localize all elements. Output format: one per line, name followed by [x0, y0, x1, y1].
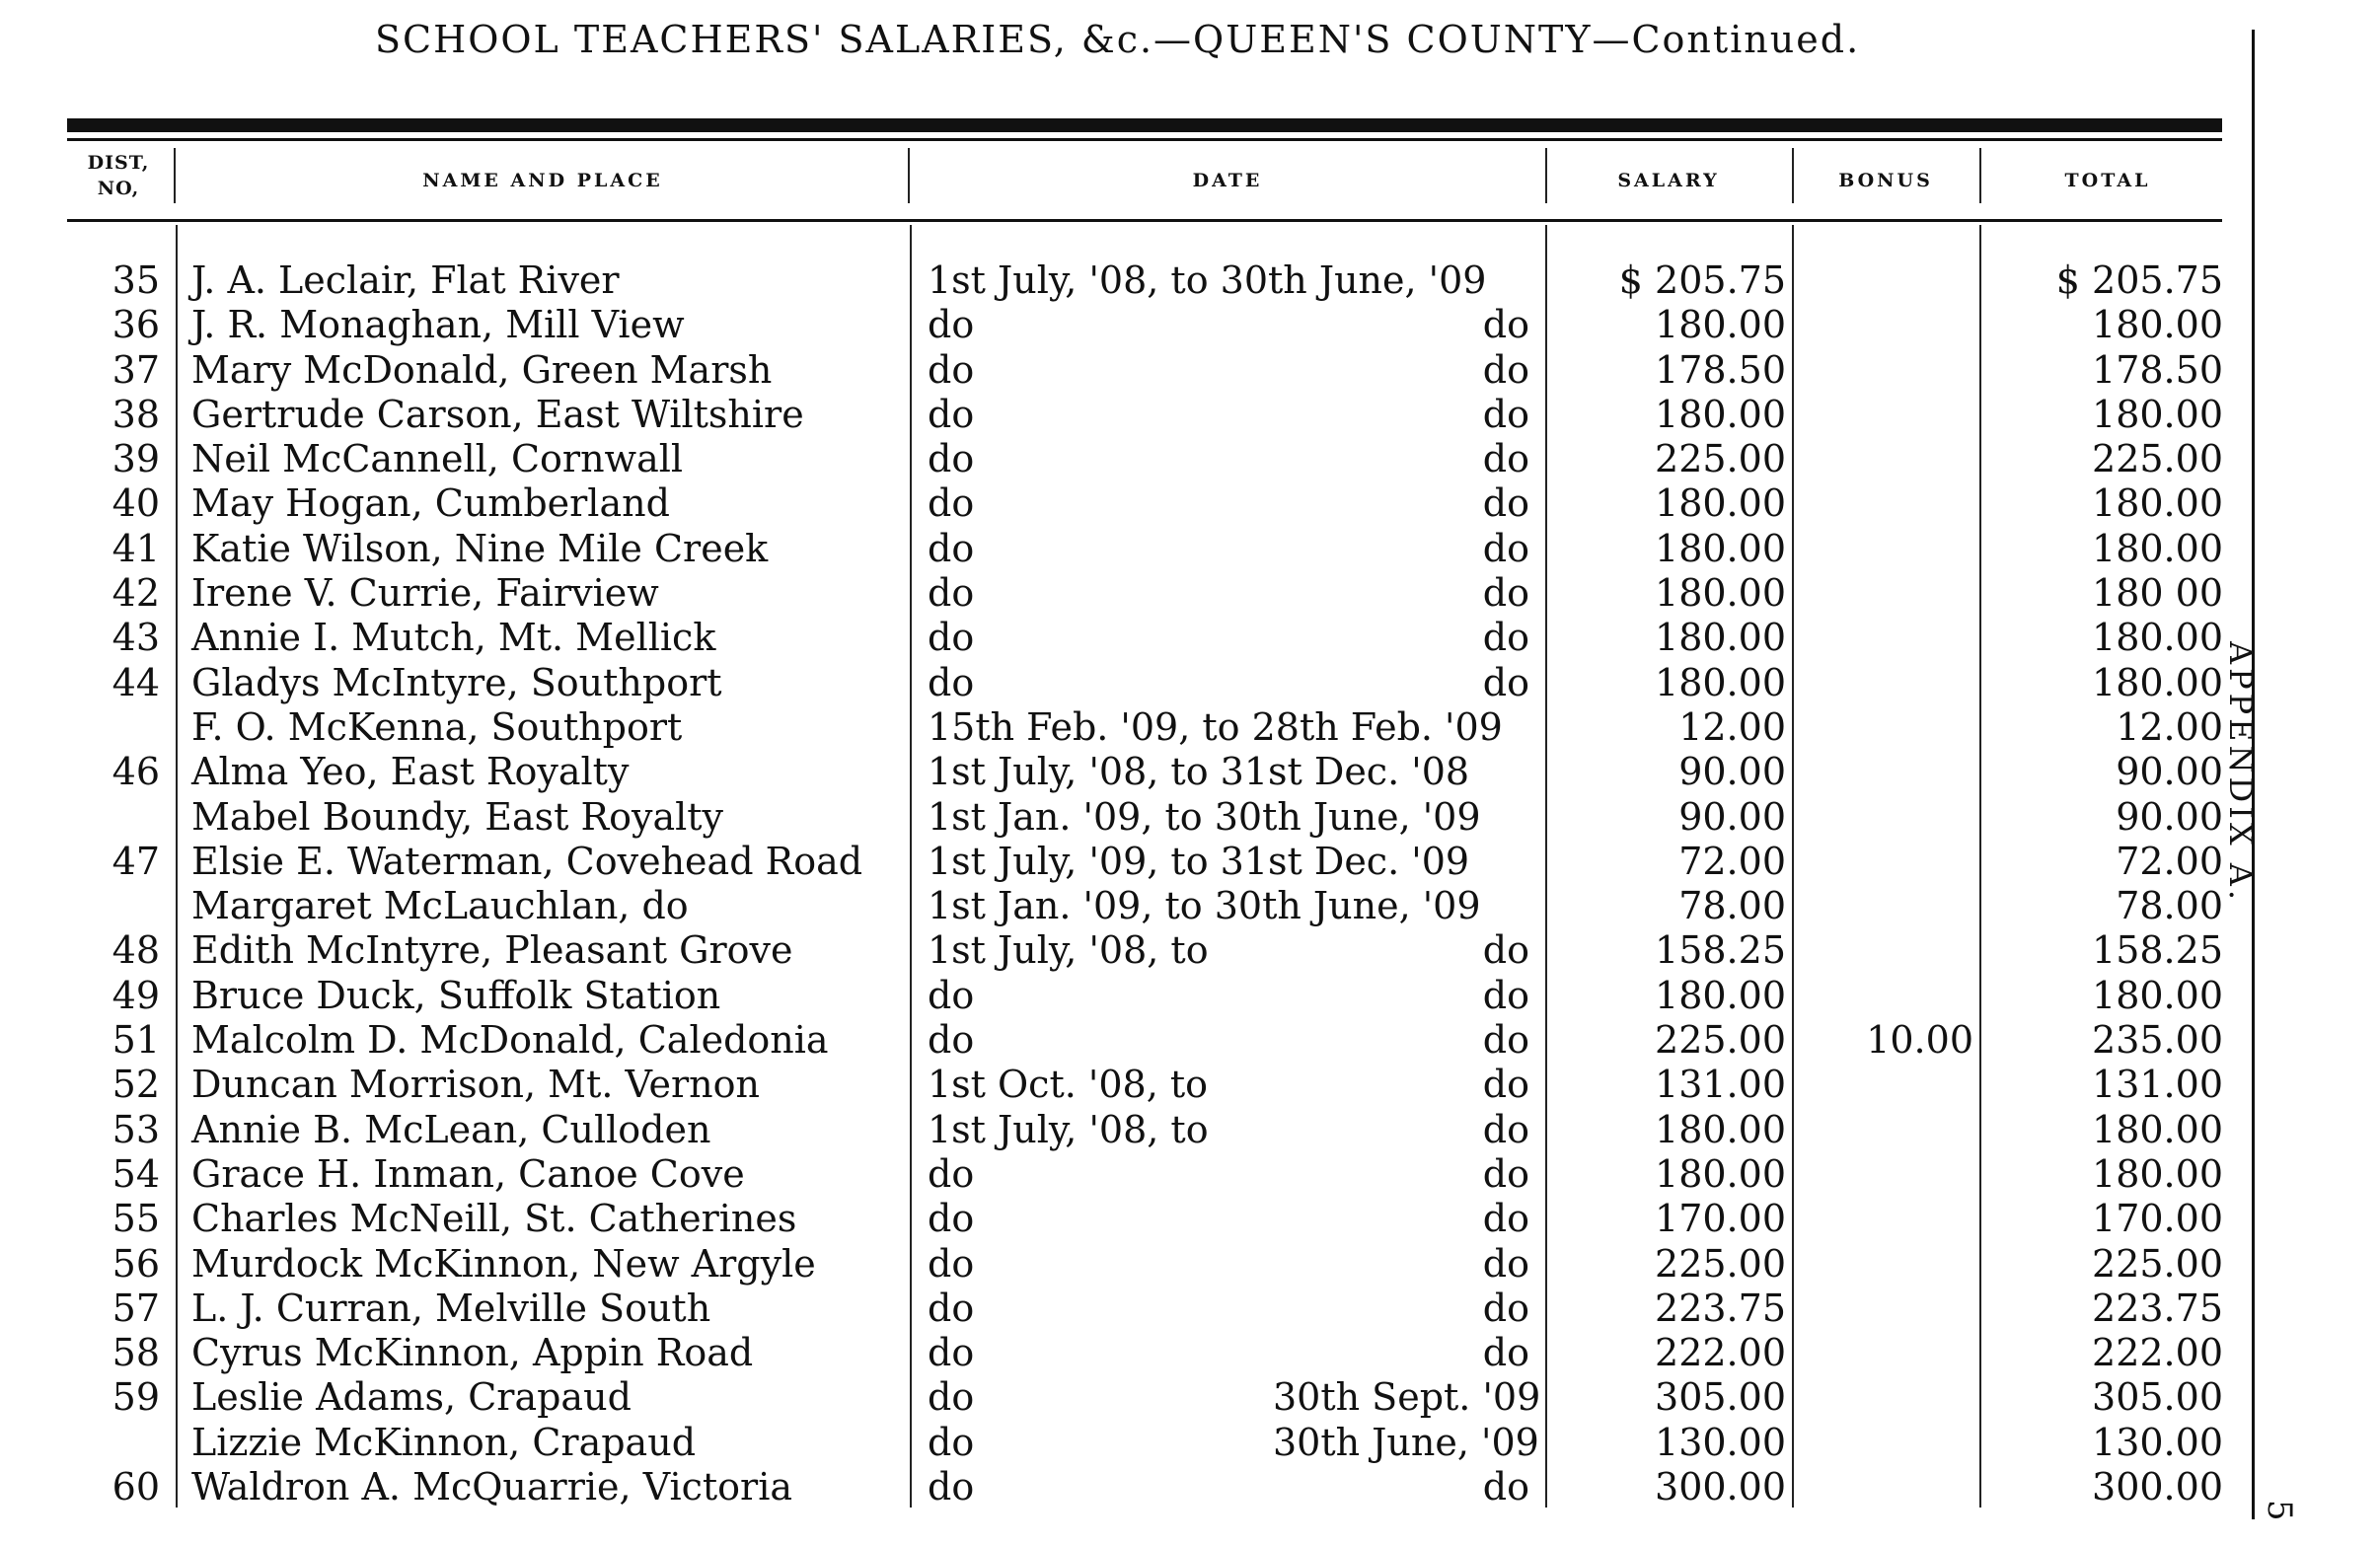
date-to: do: [1482, 481, 1529, 526]
date-to: do: [1482, 303, 1529, 347]
dist-number: 57: [112, 1286, 160, 1330]
teacher-name-place: L. J. Curran, Melville South: [191, 1286, 711, 1330]
date-from: do: [928, 1018, 975, 1063]
salary-value: 78.00: [1678, 884, 1786, 928]
teacher-name-place: Bruce Duck, Suffolk Station: [191, 973, 721, 1017]
date-from: 1st July, '08, to 30th June, '09: [928, 258, 1487, 302]
page-number: 5: [2260, 1500, 2299, 1521]
salary-value: 131.00: [1655, 1063, 1786, 1107]
table-row: [0, 974, 2269, 1018]
date-from: 1st Oct. '08, to: [928, 1063, 1208, 1107]
date-to: do: [1482, 973, 1529, 1017]
teacher-name-place: Malcolm D. McDonald, Caledonia: [191, 1018, 829, 1063]
light-rule: [67, 138, 2222, 141]
date-from: 1st July, '08, to 31st Dec. '08: [928, 750, 1470, 794]
total-value: 235.00: [2092, 1018, 2223, 1063]
salary-value: 180.00: [1655, 481, 1786, 526]
dist-number: 44: [112, 660, 160, 704]
salary-value: 158.25: [1655, 928, 1786, 973]
salary-value: 180.00: [1655, 973, 1786, 1017]
dist-number: 55: [112, 1197, 160, 1241]
salary-value: 90.00: [1678, 750, 1786, 794]
table-row: [0, 750, 2269, 794]
salary-value: 130.00: [1655, 1420, 1786, 1464]
date-to: do: [1482, 1286, 1529, 1330]
table-row: [0, 1152, 2269, 1197]
table-row: [0, 1108, 2269, 1152]
salary-value: 180.00: [1655, 616, 1786, 660]
table-row: [0, 258, 2269, 303]
date-from: 1st July, '08, to: [928, 1107, 1209, 1151]
table-row: [0, 348, 2269, 393]
teacher-name-place: Annie I. Mutch, Mt. Mellick: [191, 616, 716, 660]
salary-value: 305.00: [1655, 1375, 1786, 1420]
dist-number: 52: [112, 1063, 160, 1107]
column-header-date: DATE: [1192, 170, 1263, 191]
table-row: [0, 393, 2269, 437]
teacher-name-place: Neil McCannell, Cornwall: [191, 437, 684, 481]
column-header-salary: SALARY: [1617, 170, 1720, 191]
salary-value: 300.00: [1655, 1465, 1786, 1509]
total-value: 90.00: [2116, 794, 2223, 839]
teacher-name-place: Alma Yeo, East Royalty: [191, 750, 630, 794]
total-value: 131.00: [2092, 1063, 2223, 1107]
table-row: [0, 1331, 2269, 1375]
column-header-name: NAME AND PLACE: [422, 170, 663, 191]
total-value: 180 00: [2092, 571, 2223, 616]
teacher-name-place: J. A. Leclair, Flat River: [191, 258, 620, 302]
dist-number: 59: [112, 1375, 160, 1420]
teacher-name-place: Gertrude Carson, East Wiltshire: [191, 392, 804, 436]
page-title: SCHOOL TEACHERS' SALARIES, &c.—QUEEN'S COUNTY—Continued.: [375, 18, 1861, 61]
date-from: 1st Jan. '09, to 30th June, '09: [928, 884, 1481, 928]
dist-number: 43: [112, 616, 160, 660]
date-from: 1st July, '08, to: [928, 928, 1209, 973]
date-to: do: [1482, 616, 1529, 660]
teacher-name-place: J. R. Monaghan, Mill View: [191, 303, 685, 347]
table-row: [0, 1242, 2269, 1287]
teacher-name-place: Mabel Boundy, East Royalty: [191, 794, 724, 839]
table-row: [0, 1375, 2269, 1420]
total-value: 180.00: [2092, 526, 2223, 570]
date-from: do: [928, 973, 975, 1017]
date-from: do: [928, 1197, 975, 1241]
date-from: do: [928, 1465, 975, 1509]
date-to: do: [1482, 1063, 1529, 1107]
table-row: [0, 1421, 2269, 1465]
date-to: do: [1482, 347, 1529, 392]
date-to: do: [1482, 1018, 1529, 1063]
header-rule: [67, 219, 2222, 222]
salary-value: 180.00: [1655, 1107, 1786, 1151]
total-value: 130.00: [2092, 1420, 2223, 1464]
table-row: [0, 928, 2269, 973]
total-value: 180.00: [2092, 1107, 2223, 1151]
dist-number: 49: [112, 973, 160, 1017]
dist-number: 53: [112, 1107, 160, 1151]
date-to: do: [1482, 437, 1529, 481]
date-from: do: [928, 660, 975, 704]
date-from: 1st Jan. '09, to 30th June, '09: [928, 794, 1481, 839]
table-row: [0, 705, 2269, 750]
table-row: [0, 303, 2269, 347]
teacher-name-place: Murdock McKinnon, New Argyle: [191, 1241, 816, 1286]
dist-number: 40: [112, 481, 160, 526]
teacher-name-place: Charles McNeill, St. Catherines: [191, 1197, 797, 1241]
salary-value: $ 205.75: [1618, 258, 1786, 302]
dist-number: 54: [112, 1151, 160, 1196]
table-row: [0, 840, 2269, 884]
teacher-name-place: Elsie E. Waterman, Covehead Road: [191, 839, 863, 883]
salary-value: 180.00: [1655, 526, 1786, 570]
teacher-name-place: Margaret McLauchlan, do: [191, 884, 689, 928]
date-to: do: [1482, 1107, 1529, 1151]
table-row: [0, 437, 2269, 481]
dist-number: 48: [112, 928, 160, 973]
teacher-name-place: F. O. McKenna, Southport: [191, 704, 683, 749]
dist-number: 38: [112, 392, 160, 436]
table-row: [0, 1465, 2269, 1509]
salary-value: 180.00: [1655, 392, 1786, 436]
teacher-name-place: Annie B. McLean, Culloden: [191, 1107, 711, 1151]
total-value: 180.00: [2092, 973, 2223, 1017]
date-to: 30th June, '09: [1273, 1420, 1539, 1464]
table-row: [0, 1197, 2269, 1241]
dist-number: 39: [112, 437, 160, 481]
header-divider: [174, 148, 176, 203]
teacher-name-place: Grace H. Inman, Canoe Cove: [191, 1151, 745, 1196]
table-row: [0, 884, 2269, 928]
teacher-name-place: Leslie Adams, Crapaud: [191, 1375, 632, 1420]
table-row: [0, 795, 2269, 840]
salary-value: 170.00: [1655, 1197, 1786, 1241]
salary-value: 225.00: [1655, 437, 1786, 481]
salary-table-body: [0, 258, 2269, 1509]
date-from: do: [928, 1375, 975, 1420]
date-from: do: [928, 1420, 975, 1464]
teacher-name-place: Katie Wilson, Nine Mile Creek: [191, 526, 769, 570]
dist-number: 37: [112, 347, 160, 392]
table-row: [0, 1018, 2269, 1063]
total-value: 223.75: [2092, 1286, 2223, 1330]
bonus-value: 10.00: [1866, 1018, 1973, 1063]
table-row: [0, 527, 2269, 571]
date-from: do: [928, 1286, 975, 1330]
date-to: 30th Sept. '09: [1273, 1375, 1541, 1420]
table-row: [0, 1287, 2269, 1331]
dist-number: 42: [112, 571, 160, 616]
salary-value: 225.00: [1655, 1241, 1786, 1286]
total-value: 180.00: [2092, 481, 2223, 526]
total-value: 78.00: [2116, 884, 2223, 928]
dist-number: 47: [112, 839, 160, 883]
heavy-rule: [67, 118, 2222, 132]
appendix-label: APPENDIX A.: [2222, 641, 2260, 905]
header-divider: [908, 148, 910, 203]
salary-value: 225.00: [1655, 1018, 1786, 1063]
teacher-name-place: Gladys McIntyre, Southport: [191, 660, 722, 704]
teacher-name-place: Mary McDonald, Green Marsh: [191, 347, 773, 392]
date-from: do: [928, 481, 975, 526]
total-value: 305.00: [2092, 1375, 2223, 1420]
total-value: 180.00: [2092, 616, 2223, 660]
date-to: do: [1482, 928, 1529, 973]
date-to: do: [1482, 571, 1529, 616]
total-value: 225.00: [2092, 437, 2223, 481]
salary-value: 90.00: [1678, 794, 1786, 839]
table-row: [0, 1063, 2269, 1107]
total-value: 180.00: [2092, 392, 2223, 436]
teacher-name-place: Cyrus McKinnon, Appin Road: [191, 1331, 754, 1375]
date-from: 1st July, '09, to 31st Dec. '09: [928, 839, 1470, 883]
table-row: [0, 661, 2269, 705]
teacher-name-place: Lizzie McKinnon, Crapaud: [191, 1420, 697, 1464]
date-to: do: [1482, 1151, 1529, 1196]
salary-value: 180.00: [1655, 660, 1786, 704]
salary-value: 12.00: [1678, 704, 1786, 749]
total-value: 225.00: [2092, 1241, 2223, 1286]
total-value: 300.00: [2092, 1465, 2223, 1509]
dist-number: 58: [112, 1331, 160, 1375]
dist-number: 51: [112, 1018, 160, 1063]
column-header-bonus: BONUS: [1838, 170, 1933, 191]
salary-value: 72.00: [1678, 839, 1786, 883]
total-value: 170.00: [2092, 1197, 2223, 1241]
teacher-name-place: May Hogan, Cumberland: [191, 481, 670, 526]
total-value: 90.00: [2116, 750, 2223, 794]
table-row: [0, 571, 2269, 616]
date-to: do: [1482, 526, 1529, 570]
salary-value: 223.75: [1655, 1286, 1786, 1330]
salary-value: 222.00: [1655, 1331, 1786, 1375]
total-value: $ 205.75: [2055, 258, 2223, 302]
date-from: do: [928, 392, 975, 436]
total-value: 12.00: [2116, 704, 2223, 749]
total-value: 72.00: [2116, 839, 2223, 883]
column-header-dist: DIST, NO,: [87, 152, 150, 199]
dist-number: 41: [112, 526, 160, 570]
column-header-total: TOTAL: [2064, 170, 2151, 191]
teacher-name-place: Irene V. Currie, Fairview: [191, 571, 659, 616]
table-row: [0, 616, 2269, 660]
total-value: 180.00: [2092, 660, 2223, 704]
dist-number: 56: [112, 1241, 160, 1286]
date-to: do: [1482, 1331, 1529, 1375]
salary-value: 180.00: [1655, 571, 1786, 616]
total-value: 158.25: [2092, 928, 2223, 973]
date-from: 15th Feb. '09, to 28th Feb. '09: [928, 704, 1503, 749]
date-from: do: [928, 571, 975, 616]
date-from: do: [928, 616, 975, 660]
table-row: [0, 481, 2269, 526]
total-value: 180.00: [2092, 303, 2223, 347]
salary-value: 180.00: [1655, 1151, 1786, 1196]
dist-number: 35: [112, 258, 160, 302]
date-from: do: [928, 1331, 975, 1375]
date-to: do: [1482, 1197, 1529, 1241]
date-from: do: [928, 303, 975, 347]
total-value: 178.50: [2092, 347, 2223, 392]
date-to: do: [1482, 660, 1529, 704]
dist-number: 36: [112, 303, 160, 347]
salary-value: 180.00: [1655, 303, 1786, 347]
dist-number: 46: [112, 750, 160, 794]
date-from: do: [928, 1241, 975, 1286]
date-to: do: [1482, 1241, 1529, 1286]
date-from: do: [928, 526, 975, 570]
total-value: 222.00: [2092, 1331, 2223, 1375]
salary-value: 178.50: [1655, 347, 1786, 392]
total-value: 180.00: [2092, 1151, 2223, 1196]
date-from: do: [928, 1151, 975, 1196]
teacher-name-place: Duncan Morrison, Mt. Vernon: [191, 1063, 760, 1107]
date-from: do: [928, 347, 975, 392]
teacher-name-place: Edith McIntyre, Pleasant Grove: [191, 928, 793, 973]
dist-number: 60: [112, 1465, 160, 1509]
teacher-name-place: Waldron A. McQuarrie, Victoria: [191, 1465, 793, 1509]
date-to: do: [1482, 1465, 1529, 1509]
date-to: do: [1482, 392, 1529, 436]
date-from: do: [928, 437, 975, 481]
